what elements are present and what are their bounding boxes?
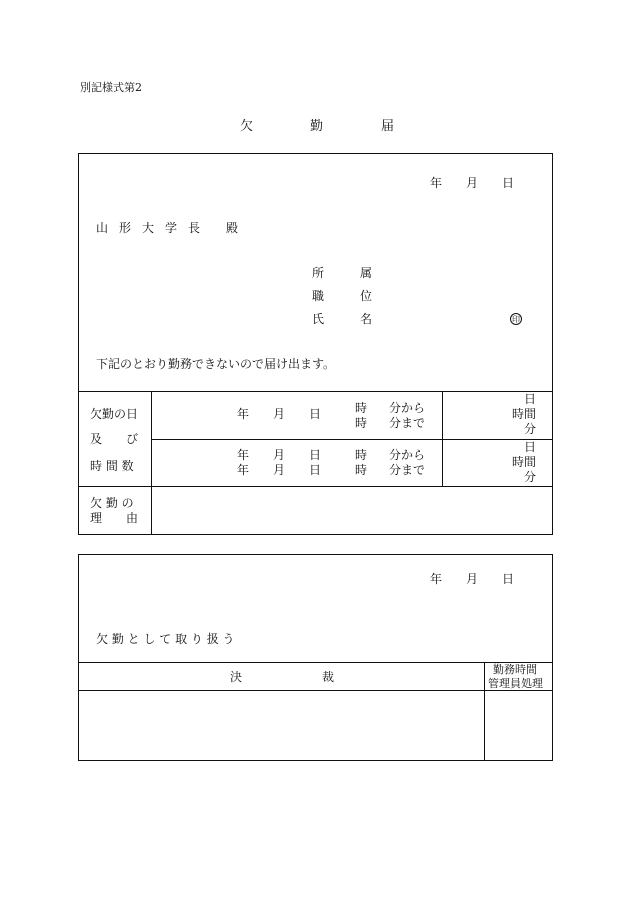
treatment-statement: 欠 勤 と し て 取 り 扱 う bbox=[96, 632, 235, 646]
row1-total-minutes: 分 bbox=[524, 422, 537, 436]
row1-total-days: 日 bbox=[524, 392, 537, 406]
approval-form bbox=[78, 554, 553, 761]
row1-minute-to: 分まで bbox=[389, 416, 426, 430]
table-middle-line bbox=[151, 439, 553, 440]
addressee-char-4: 学 bbox=[165, 221, 178, 235]
row1-hour-from: 時 bbox=[355, 401, 368, 415]
row2-month-to: 月 bbox=[273, 463, 286, 477]
approval-header-top-line bbox=[78, 662, 553, 663]
date-day-label: 日 bbox=[502, 176, 515, 190]
position-label-char-1: 職 bbox=[312, 289, 325, 303]
seal-mark-icon: 印 bbox=[512, 315, 520, 324]
decision-char-2: 裁 bbox=[322, 670, 335, 684]
dates-label-line-1: 欠勤の日 bbox=[90, 407, 139, 421]
row1-hour-to: 時 bbox=[355, 416, 368, 430]
row1-minute-from: 分から bbox=[389, 401, 426, 415]
approval-date-day: 日 bbox=[502, 572, 515, 586]
affiliation-label-char-1: 所 bbox=[312, 266, 325, 280]
row2-year-from: 年 bbox=[237, 448, 250, 462]
addressee-honorific: 殿 bbox=[226, 221, 239, 235]
reason-top-line bbox=[78, 486, 553, 487]
label-column-line bbox=[151, 391, 152, 535]
row1-day: 日 bbox=[309, 407, 322, 421]
addressee-char-3: 大 bbox=[142, 221, 155, 235]
row2-year-to: 年 bbox=[237, 463, 250, 477]
approval-date-month: 月 bbox=[466, 572, 479, 586]
row2-day-to: 日 bbox=[309, 463, 322, 477]
addressee-char-5: 長 bbox=[188, 221, 201, 235]
affiliation-label-char-2: 属 bbox=[360, 266, 373, 280]
dates-label-line-3: 時 間 数 bbox=[90, 459, 134, 473]
addressee-char-2: 形 bbox=[119, 221, 132, 235]
manager-column-line bbox=[484, 662, 485, 761]
reason-label-line-2: 理 由 bbox=[90, 511, 139, 525]
form-number-label: 別記様式第2 bbox=[80, 81, 142, 94]
row2-minute-to: 分まで bbox=[389, 463, 426, 477]
row1-total-hours: 時間 bbox=[512, 407, 537, 421]
manager-label-line-1: 勤務時間 bbox=[493, 663, 537, 676]
row2-hour-from: 時 bbox=[355, 448, 368, 462]
row2-total-minutes: 分 bbox=[524, 470, 537, 484]
row2-month-from: 月 bbox=[273, 448, 286, 462]
manager-label-line-2: 管理員処理 bbox=[488, 677, 543, 690]
total-column-line bbox=[442, 391, 443, 486]
reason-label-line-1: 欠 勤 の bbox=[90, 496, 134, 510]
row2-minute-from: 分から bbox=[389, 448, 426, 462]
date-year-label: 年 bbox=[430, 176, 443, 190]
row2-day-from: 日 bbox=[309, 448, 322, 462]
dates-label-line-2: 及 び bbox=[90, 432, 139, 446]
row2-total-days: 日 bbox=[524, 440, 537, 454]
name-label-char-2: 名 bbox=[360, 312, 373, 326]
table-top-line bbox=[78, 391, 553, 392]
date-month-label: 月 bbox=[466, 176, 479, 190]
title-char-3: 届 bbox=[381, 119, 395, 134]
row2-hour-to: 時 bbox=[355, 463, 368, 477]
row1-month: 月 bbox=[273, 407, 286, 421]
row2-total-hours: 時間 bbox=[512, 455, 537, 469]
title-char-2: 勤 bbox=[310, 119, 324, 134]
row1-year: 年 bbox=[237, 407, 250, 421]
approval-header-bottom-line bbox=[78, 690, 553, 691]
title-char-1: 欠 bbox=[240, 119, 254, 134]
addressee-char-1: 山 bbox=[96, 221, 109, 235]
decision-char-1: 決 bbox=[230, 670, 243, 684]
name-label-char-1: 氏 bbox=[312, 312, 325, 326]
position-label-char-2: 位 bbox=[360, 289, 373, 303]
approval-date-year: 年 bbox=[430, 572, 443, 586]
statement-text: 下記のとおり勤務できないので届け出ます。 bbox=[96, 357, 336, 371]
absence-report-form bbox=[78, 153, 553, 535]
